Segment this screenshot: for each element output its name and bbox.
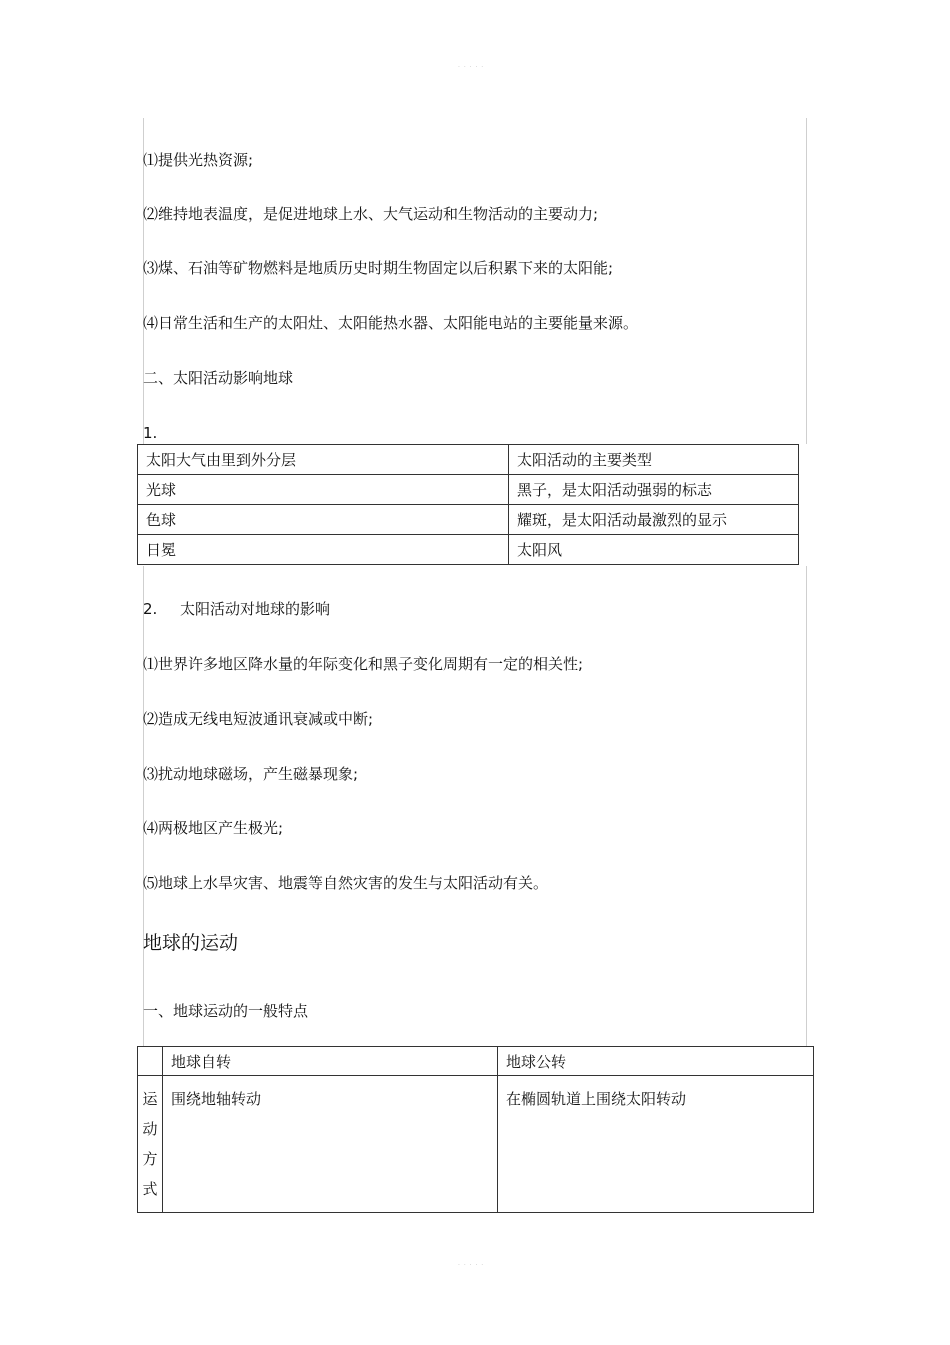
table-row xyxy=(138,505,799,535)
section3-heading: 一、地球运动的一般特点 xyxy=(143,1002,309,1020)
item1-label: 1. xyxy=(143,424,158,442)
table-cell: 太阳风 xyxy=(509,535,799,565)
table-cell: 日冕 xyxy=(138,535,509,565)
frame-line-right-mid xyxy=(806,566,807,1046)
list2-item-5: ⑸地球上水旱灾害、地震等自然灾害的发生与太阳活动有关。 xyxy=(143,874,549,892)
list1-item-3: ⑶煤、石油等矿物燃料是地质历史时期生物固定以后积累下来的太阳能; xyxy=(143,259,614,277)
table-header-cell: 地球自转 xyxy=(163,1047,498,1076)
list1-item-4: ⑷日常生活和生产的太阳灶、太阳能热水器、太阳能电站的主要能量来源。 xyxy=(143,314,639,332)
item2-title: 太阳活动对地球的影响 xyxy=(180,600,331,618)
section2-heading: 二、太阳活动影响地球 xyxy=(143,369,294,387)
list2-item-1: ⑴世界许多地区降水量的年际变化和黑子变化周期有一定的相关性; xyxy=(143,655,584,673)
header-dots: · · · · · xyxy=(458,64,485,71)
frame-line-left-mid xyxy=(143,566,144,1046)
earth-motion-table xyxy=(137,1046,814,1213)
table-cell: 黑子，是太阳活动强弱的标志 xyxy=(509,475,799,505)
table-header-cell-empty xyxy=(138,1047,163,1076)
table-header-cell: 太阳活动的主要类型 xyxy=(509,445,799,475)
list2-item-4: ⑷两极地区产生极光; xyxy=(143,819,284,837)
frame-line-right-top xyxy=(806,118,807,444)
row-label-char: 动 xyxy=(142,1120,158,1138)
solar-activity-table xyxy=(137,444,799,565)
table-cell: 光球 xyxy=(138,475,509,505)
table-cell: 围绕地轴转动 xyxy=(163,1076,498,1213)
table-row xyxy=(138,535,799,565)
table-row xyxy=(138,475,799,505)
table-cell: 色球 xyxy=(138,505,509,535)
table-header-cell: 太阳大气由里到外分层 xyxy=(138,445,509,475)
table-header-cell: 地球公转 xyxy=(498,1047,814,1076)
table-row xyxy=(138,1076,814,1213)
row-label-char: 运 xyxy=(142,1090,158,1108)
list1-item-1: ⑴提供光热资源; xyxy=(143,151,254,169)
row-label-char: 式 xyxy=(142,1180,158,1198)
row-label-char: 方 xyxy=(142,1150,158,1168)
row-label-vertical xyxy=(138,1076,163,1213)
item2-number: 2. xyxy=(143,600,158,618)
footer-dots: · · · · · xyxy=(458,1262,485,1269)
list2-item-3: ⑶扰动地球磁场，产生磁暴现象; xyxy=(143,765,359,783)
chapter-title: 地球的运动 xyxy=(143,932,239,954)
list2-item-2: ⑵造成无线电短波通讯衰减或中断; xyxy=(143,710,374,728)
table-header-row xyxy=(138,445,799,475)
list1-item-2: ⑵维持地表温度，是促进地球上水、大气运动和生物活动的主要动力; xyxy=(143,205,599,223)
table-cell: 耀斑，是太阳活动最激烈的显示 xyxy=(509,505,799,535)
table-cell: 在椭圆轨道上围绕太阳转动 xyxy=(498,1076,814,1213)
table-header-row xyxy=(138,1047,814,1076)
